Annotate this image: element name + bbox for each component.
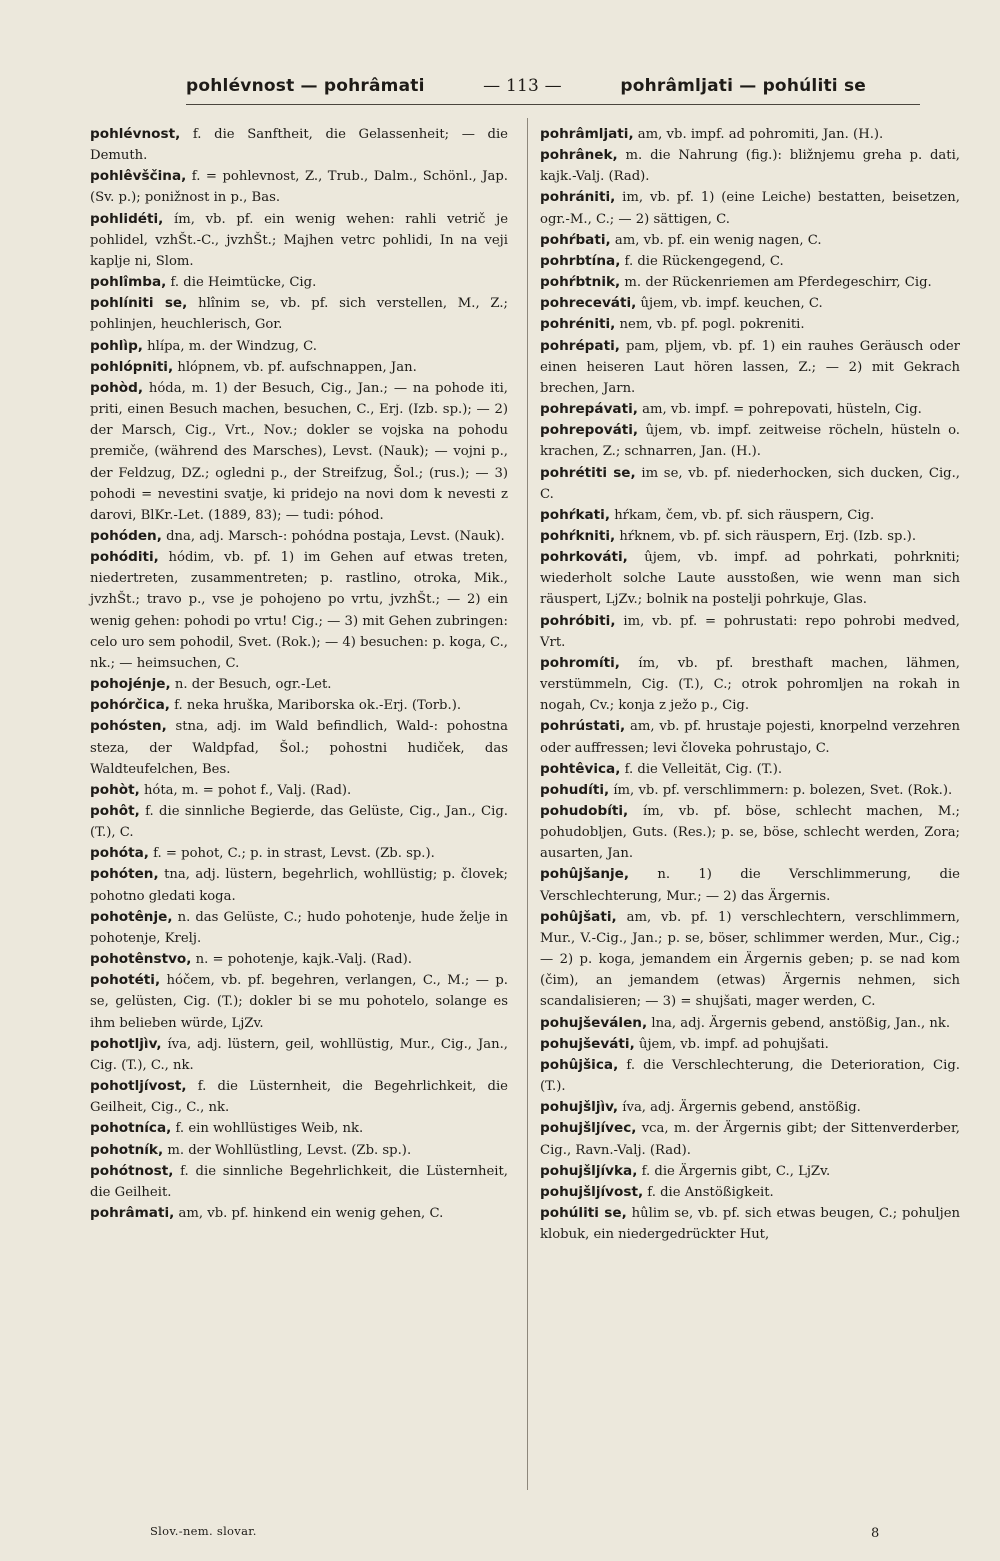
headword: pohòt, (90, 781, 140, 798)
entry-definition: ím, vb. pf. böse, schlecht machen, M.; pohudobljen, Guts. (Res.); p. se, böse, schlecht werden, Zora; ausarten, Jan. (540, 804, 960, 862)
entry-definition: am, vb. pf. 1) verschlechtern, verschlimmern, Mur., V.-Cig., Jan.; p. se, böser, schlimmer werden, Mur., Cig.; — 2) p. koga, jemandem ein Ärgernis geben; p. se nad kom (čim), an jemandem (etwas) Ärgernis nehmen, sich scandalisieren; — 3) = shujšati, mager werden, C. (540, 909, 960, 1010)
entry-definition: tna, adj. lüstern, begehrlich, wohllüstig; p. človek; pohotno gledati koga. (90, 867, 508, 904)
headword: pohreceváti, (540, 295, 637, 312)
dictionary-entry (90, 780, 508, 801)
headword: pohóditi, (90, 549, 159, 566)
header-left: pohlévnost — pohrâmati (186, 76, 425, 96)
headword: pohòd, (90, 379, 143, 396)
headword: pohrepávati, (540, 401, 638, 418)
headword: pohrepováti, (540, 422, 639, 439)
dictionary-entry (90, 801, 508, 843)
headword: pohudobíti, (540, 803, 629, 819)
entry-definition: hŕknem, vb. pf. sich räuspern, Erj. (Izb. sp.). (615, 528, 917, 544)
entry-definition: stna, adj. im Wald befindlich, Wald-: pohostna steza, der Waldpfad, Šol.; pohostni hudiček, das Waldteufelchen, Bes. (90, 719, 508, 777)
headword: pohotênje, (90, 908, 173, 925)
headword: pohrânek, (540, 147, 618, 164)
dictionary-entry (540, 230, 960, 251)
headword: pohlópniti, (90, 358, 174, 375)
headword: pohotéti, (90, 972, 161, 989)
headword: pohŕkati, (540, 506, 610, 523)
entry-definition: f. die Sanftheit, die Gelassenheit; — die Demuth. (90, 127, 508, 164)
entry-definition: f. die Verschlechterung, die Deterioration, Cig. (T.). (540, 1057, 960, 1095)
headword: pohujšljívka, (540, 1162, 638, 1179)
dictionary-entry (90, 166, 508, 208)
entry-definition: hûlim se, vb. pf. sich etwas beugen, C.; pohuljen klobuk, ein niedergedrückter Hut, (540, 1205, 960, 1243)
entry-definition: f. die Lüsternheit, die Begehrlichkeit, die Geilheit, Cig., C., nk. (90, 1079, 508, 1116)
dictionary-entry (540, 1161, 960, 1182)
header-right: pohrâmljati — pohúliti se (620, 76, 866, 96)
dictionary-entry (90, 864, 508, 906)
entry-definition: f. die Ärgernis gibt, C., LjZv. (637, 1163, 831, 1179)
dictionary-entry (90, 1140, 508, 1161)
headword: pohrépati, (540, 337, 620, 354)
entry-definition: hlípa, m. der Windzug, C. (142, 338, 317, 354)
headword: pohujševáti, (540, 1035, 635, 1052)
entry-definition: f. die Heimtücke, Cig. (166, 275, 317, 291)
headword: pohotljívost, (90, 1078, 187, 1095)
entry-definition: pam, pljem, vb. pf. 1) ein rauhes Geräusch oder einen heiseren Laut hören lassen, Z.; — 2) mit Gekrach brechen, Jarn. (540, 338, 960, 396)
entry-definition: ím, vb. pf. verschlimmern: p. bolezen, Svet. (Rok.). (609, 782, 953, 798)
dictionary-entry (90, 907, 508, 949)
dictionary-entry (540, 526, 960, 547)
right-column (540, 124, 960, 1245)
headword: pohromíti, (540, 654, 620, 671)
headword: pohtêvica, (540, 760, 621, 777)
dictionary-entry (90, 336, 508, 357)
dictionary-entry (540, 864, 960, 906)
headword: pohúliti se, (540, 1204, 627, 1221)
entry-definition: ûjem, vb. impf. zeitweise röcheln, hüsteln o. krachen, Z.; schnarren, Jan. (H.). (540, 423, 960, 460)
headword: pohrétiti se, (540, 464, 636, 481)
dictionary-entry (540, 1013, 960, 1034)
dictionary-entry (540, 187, 960, 229)
headword: pohŕbtnik, (540, 274, 621, 291)
headword: pohudíti, (540, 781, 610, 798)
headword: pohojénje, (90, 676, 171, 693)
entry-definition: nem, vb. pf. pogl. pokreniti. (615, 317, 805, 333)
headword: pohlêvščina, (90, 168, 187, 185)
dictionary-entry (540, 759, 960, 780)
headword: pohujševálen, (540, 1014, 648, 1031)
headword: pohrâmljati, (540, 126, 634, 142)
entry-definition: n. der Besuch, ogr.-Let. (170, 677, 332, 693)
dictionary-entry (90, 843, 508, 864)
dictionary-entry (540, 1182, 960, 1203)
headword: pohrbtína, (540, 252, 621, 269)
entry-definition: f. die sinnliche Begehrlichkeit, die Lüsternheit, die Geilheit. (90, 1163, 508, 1200)
entry-definition: im, vb. pf. 1) (eine Leiche) bestatten, beisetzen, ogr.-M., C.; — 2) sättigen, C. (540, 190, 960, 227)
entry-definition: hŕkam, čem, vb. pf. sich räuspern, Cig. (610, 507, 875, 523)
entry-definition: am, vb. impf. = pohrepovati, hüsteln, Cig. (637, 402, 922, 418)
headword: pohûjšica, (540, 1056, 619, 1073)
headword: pohótnost, (90, 1162, 174, 1179)
dictionary-entry (90, 1203, 508, 1224)
entry-definition: m. die Nahrung (fig.): bližnjemu greha p. dati, kajk.-Valj. (Rad). (540, 148, 960, 185)
dictionary-entry (540, 314, 960, 335)
entry-definition: am, vb. impf. ad pohromiti, Jan. (H.). (633, 127, 884, 142)
dictionary-entry (540, 716, 960, 758)
headword: pohóten, (90, 866, 159, 883)
headword: pohotênstvo, (90, 951, 192, 968)
entry-definition: lna, adj. Ärgernis gebend, anstößig, Jan., nk. (647, 1015, 951, 1031)
dictionary-entry (540, 293, 960, 314)
dictionary-entry (540, 801, 960, 864)
headword: pohujšljívec, (540, 1120, 637, 1137)
headword: pohotljìv, (90, 1035, 162, 1052)
headword: pohôt, (90, 803, 140, 819)
dictionary-entry (90, 357, 508, 378)
entry-definition: f. ein wohllüstiges Weib, nk. (171, 1121, 364, 1137)
entry-definition: f. die Rückengegend, C. (620, 253, 784, 269)
dictionary-entry (90, 949, 508, 970)
dictionary-entry (90, 124, 508, 166)
headword: pohrkováti, (540, 549, 628, 566)
headword: pohŕkniti, (540, 527, 616, 544)
entry-definition: n. 1) die Verschlimmerung, die Verschlechterung, Mur.; — 2) das Ärgernis. (540, 867, 960, 904)
dictionary-entry (90, 970, 508, 1033)
dictionary-entry (90, 1034, 508, 1076)
dictionary-entry (540, 420, 960, 462)
entry-definition: im se, vb. pf. niederhocken, sich ducken, Cig., C. (540, 465, 960, 502)
entry-definition: f. = pohot, C.; p. in strast, Levst. (Zb. sp.). (148, 846, 435, 862)
running-head (186, 76, 866, 96)
signature-label: Slov.-nem. slovar. (150, 1524, 257, 1538)
entry-definition: am, vb. pf. hrustaje pojesti, knorpelnd verzehren oder auffressen; levi človeka pohrustajo, C. (540, 719, 960, 756)
entry-definition: am, vb. pf. hinkend ein wenig gehen, C. (174, 1205, 444, 1221)
entry-definition: im, vb. pf. = pohrustati: repo pohrobi medved, Vrt. (540, 613, 960, 650)
headword: pohûjšati, (540, 908, 617, 925)
dictionary-entry (90, 1161, 508, 1203)
dictionary-entry (90, 695, 508, 716)
entry-definition: hóčem, vb. pf. begehren, verlangen, C., M.; — p. se, gelüsten, Cig. (T.); dokler bi se mu pohotelo, solange es ihm belieben würde, LjZv. (90, 973, 508, 1031)
dictionary-entry (90, 293, 508, 335)
headword: pohórčica, (90, 697, 170, 714)
headword: pohóta, (90, 845, 149, 862)
entry-definition: ím, vb. pf. bresthaft machen, lähmen, verstümmeln, Cig. (T.), C.; otrok pohromljen na rokah in nogah, Cv.; konja z ježo p., Cig. (540, 655, 960, 714)
left-column (90, 124, 508, 1224)
entry-definition: hódim, vb. pf. 1) im Gehen auf etwas treten, niedertreten, zusammentreten; p. rastlino, otroka, Mik., jvzhŠt.; travo p., vse je pohojeno po vrtu, jvzhŠt.; — 2) ein wenig gehen: pohodi po vrtu! Cig.; — 3) mit Gehen zubringen: celo uro sem pohodil, Svet. (Rok.); — 4) besuchen: p. koga, C., nk.; — heimsuchen, C. (90, 550, 508, 671)
dictionary-entry (90, 1076, 508, 1118)
entry-definition: íva, adj. Ärgernis gebend, anstößig. (618, 1100, 861, 1116)
headword: pohlidéti, (90, 210, 164, 227)
headword: pohûjšanje, (540, 866, 630, 883)
dictionary-entry (90, 526, 508, 547)
headword: pohrániti, (540, 189, 616, 206)
entry-definition: hlópnem, vb. pf. aufschnappen, Jan. (173, 359, 417, 375)
dictionary-entry (540, 653, 960, 716)
headword: pohósten, (90, 718, 167, 735)
dictionary-entry (540, 399, 960, 420)
entry-definition: m. der Rückenriemen am Pferdegeschirr, Cig. (620, 275, 932, 291)
dictionary-entry (90, 378, 508, 526)
dictionary-entry (90, 272, 508, 293)
headword: pohotníca, (90, 1120, 172, 1137)
dictionary-entry (540, 1034, 960, 1055)
entry-definition: ûjem, vb. impf. ad pohujšati. (634, 1036, 829, 1052)
dictionary-entry (540, 907, 960, 1013)
sheet-number: 8 (871, 1526, 880, 1541)
entry-definition: f. die sinnliche Begierde, das Gelüste, Cig., Jan., Cig. (T.), C. (90, 804, 508, 841)
dictionary-entry (540, 463, 960, 505)
dictionary-entry (90, 547, 508, 674)
dictionary-entry (540, 1055, 960, 1097)
headword: pohlìp, (90, 337, 143, 354)
headword: pohréniti, (540, 316, 616, 333)
headword: pohujšljívost, (540, 1183, 644, 1200)
entry-definition: f. = pohlevnost, Z., Trub., Dalm., Schönl., Jap. (Sv. p.); ponižnost in p., Bas. (90, 169, 508, 206)
entry-definition: f. die Velleität, Cig. (T.). (620, 761, 783, 777)
dictionary-entry (540, 124, 960, 145)
headword: pohróbiti, (540, 612, 616, 629)
entry-definition: am, vb. pf. ein wenig nagen, C. (610, 232, 822, 248)
entry-definition: ûjem, vb. impf. ad pohrkati, pohrkniti; wiederholt solche Laute ausstoßen, wie wenn man sich räuspert, LjZv.; bolnik na postelji pohrkuje, Glas. (540, 550, 960, 608)
entry-definition: vca, m. der Ärgernis gibt; der Sittenverderber, Cig., Ravn.-Valj. (Rad). (540, 1121, 960, 1158)
dictionary-entry (540, 505, 960, 526)
entry-definition: hóta, m. = pohot f., Valj. (Rad). (139, 782, 352, 798)
dictionary-entry (540, 1203, 960, 1245)
dictionary-entry (540, 251, 960, 272)
headword: pohlîmba, (90, 274, 167, 291)
headword: pohlíniti se, (90, 295, 188, 312)
dictionary-entry (90, 1118, 508, 1139)
header-rule (186, 104, 920, 105)
dictionary-entry (540, 547, 960, 610)
headword: pohrâmati, (90, 1204, 175, 1221)
dictionary-entry (90, 716, 508, 779)
entry-definition: hlînim se, vb. pf. sich verstellen, M., Z.; pohlinjen, heuchlerisch, Gor. (90, 296, 508, 333)
headword: pohotník, (90, 1141, 164, 1158)
entry-definition: hóda, m. 1) der Besuch, Cig., Jan.; — na pohode iti, priti, einen Besuch machen, besuchen, C., Erj. (Izb. sp.); — 2) der Marsch, Cig., Vrt., Nov.; dokler se vojska na pohodu premiče, (während des Marsches), Levst. (Nauk); — vojni p., der Feldzug, DZ.; ogledni p., der Streifzug, Šol.; (rus.); — 3) pohodi = nevestini svatje, ki pridejo na novi dom k nevesti z darovi, BlKr.-Let. (1889, 83); — tudi: póhod. (90, 380, 508, 523)
dictionary-entry (540, 336, 960, 399)
headword: pohóden, (90, 527, 162, 544)
dictionary-entry (540, 1097, 960, 1118)
dictionary-entry (540, 145, 960, 187)
page-number: — 113 — (483, 76, 562, 96)
dictionary-entry (540, 272, 960, 293)
dictionary-entry (540, 611, 960, 653)
dictionary-entry (90, 209, 508, 272)
entry-definition: n. = pohotenje, kajk.-Valj. (Rad). (191, 952, 412, 968)
dictionary-entry (540, 780, 960, 801)
entry-definition: ûjem, vb. impf. keuchen, C. (636, 296, 823, 312)
dictionary-entry (90, 674, 508, 695)
entry-definition: f. die Anstößigkeit. (643, 1184, 774, 1200)
entry-definition: f. neka hruška, Mariborska ok.-Erj. (Torb.). (169, 698, 462, 714)
entry-definition: dna, adj. Marsch-: pohódna postaja, Levst. (Nauk). (161, 528, 505, 544)
column-divider (527, 118, 528, 1490)
entry-definition: íva, adj. lüstern, geil, wohllüstig, Mur., Cig., Jan., Cig. (T.), C., nk. (90, 1036, 508, 1073)
entry-definition: n. das Gelüste, C.; hudo pohotenje, hude želje in pohotenje, Krelj. (90, 909, 508, 946)
headword: pohujšljìv, (540, 1099, 619, 1116)
entry-definition: ím, vb. pf. ein wenig wehen: rahli vetrič je pohlidel, vzhŠt.-C., jvzhŠt.; Majhen vetrc pohlidi, In na veji kaplje ni, Slom. (90, 211, 508, 269)
headword: pohrústati, (540, 718, 626, 735)
dictionary-entry (540, 1118, 960, 1160)
entry-definition: m. der Wohllüstling, Levst. (Zb. sp.). (163, 1142, 412, 1158)
headword: pohŕbati, (540, 231, 611, 248)
headword: pohlévnost, (90, 126, 181, 142)
